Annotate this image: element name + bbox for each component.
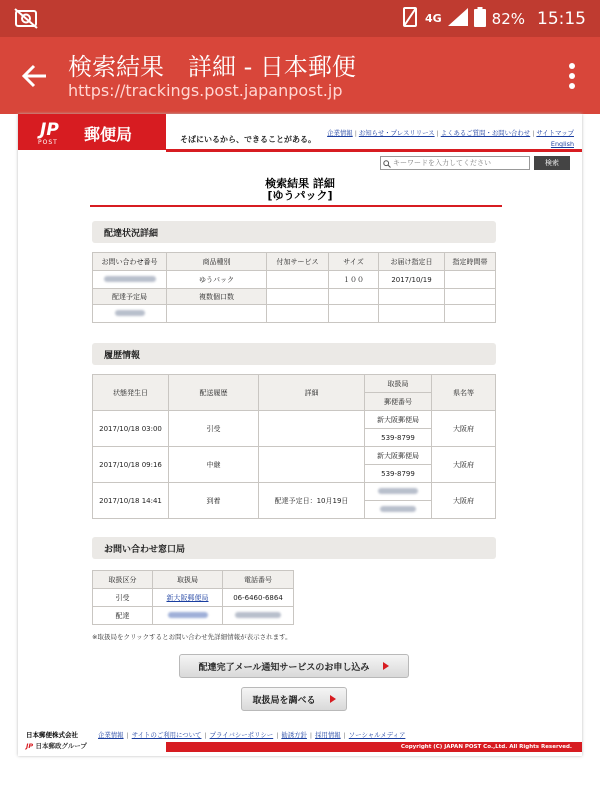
title-divider bbox=[90, 205, 502, 207]
logo-post: POST bbox=[38, 139, 58, 146]
col-prefecture: 県名等 bbox=[432, 375, 496, 411]
top-link-corporate[interactable]: 企業情報 bbox=[327, 129, 353, 137]
top-link-news[interactable]: お知らせ・プレスリリース bbox=[358, 129, 435, 137]
table-row: 配達 bbox=[93, 607, 294, 625]
office-redacted bbox=[365, 483, 432, 501]
page-title bbox=[18, 178, 582, 202]
no-image-icon bbox=[14, 7, 38, 33]
time-slot-value bbox=[445, 271, 496, 289]
site-search bbox=[380, 156, 570, 170]
delivery-status-table bbox=[92, 252, 496, 323]
search-office-button[interactable]: 取扱局を調べる bbox=[241, 687, 347, 711]
col-handling-type: 取扱区分 bbox=[93, 571, 153, 589]
status-bar bbox=[0, 0, 600, 37]
phone-redacted bbox=[223, 607, 294, 625]
inquiry-number-redacted bbox=[93, 271, 167, 289]
col-size: サイズ bbox=[329, 253, 379, 271]
col-delivery-office: 配達予定局 bbox=[93, 289, 167, 305]
office-link[interactable]: 新大阪郵便局 bbox=[153, 589, 223, 607]
footer-links: 企業情報 | サイトのご利用について | プライバシーポリシー | 勧誘方針 | 採用情報 | ソーシャルメディア bbox=[98, 731, 406, 739]
site-header bbox=[18, 114, 582, 152]
slogan: そばにいるから、できることがある。 bbox=[180, 135, 316, 144]
search-input[interactable] bbox=[380, 156, 530, 170]
section-contact-office: お問い合わせ窓口局 bbox=[92, 537, 496, 559]
col-delivery-date: お届け指定日 bbox=[379, 253, 445, 271]
delivery-date-value: 2017/10/19 bbox=[379, 271, 445, 289]
postal-redacted bbox=[365, 501, 432, 519]
footer-copyright: Copyright (C) JAPAN POST Co.,Ltd. All Rights Reserved. bbox=[166, 742, 582, 752]
col-item-type: 商品種別 bbox=[167, 253, 267, 271]
page-title-main: 検索結果 詳細 bbox=[265, 177, 335, 190]
office-link-redacted[interactable] bbox=[153, 607, 223, 625]
japanpost-logo[interactable] bbox=[18, 114, 166, 150]
table-row: 2017/10/18 14:41 到着 配達予定日：10月19日 大阪府 bbox=[93, 483, 496, 501]
clock: 15:15 bbox=[537, 8, 586, 29]
table-row: 2017/10/18 09:16 中継 新大阪郵便局 大阪府 bbox=[93, 447, 496, 465]
col-postal-code: 郵便番号 bbox=[365, 393, 432, 411]
col-time-slot: 指定時間帯 bbox=[445, 253, 496, 271]
logo-name: 郵便局 bbox=[84, 125, 133, 144]
table-row: 引受 新大阪郵便局 06-6460-6864 bbox=[93, 589, 294, 607]
col-handling-office: 取扱局 bbox=[153, 571, 223, 589]
search-button[interactable]: 検索 bbox=[534, 156, 570, 170]
mail-notification-button[interactable]: 配達完了メール通知サービスのお申し込み bbox=[179, 654, 409, 678]
logo-jp: JP bbox=[40, 120, 59, 140]
top-links: 企業情報 | お知らせ・プレスリリース | よくあるご質問・お問い合わせ | サイトマップ bbox=[327, 129, 574, 137]
overflow-menu-icon[interactable] bbox=[568, 61, 576, 91]
contact-note: ※取扱局をクリックするとお問い合わせ先詳細情報が表示されます。 bbox=[92, 633, 292, 641]
rotate-icon bbox=[401, 6, 419, 32]
signal-icon bbox=[448, 8, 468, 30]
col-office: 取扱局 bbox=[365, 375, 432, 393]
page-url[interactable]: https://trackings.post.japanpost.jp bbox=[68, 81, 343, 100]
arrow-right-icon bbox=[383, 662, 389, 670]
top-link-faq[interactable]: よくあるご質問・お問い合わせ bbox=[440, 129, 531, 137]
english-link[interactable]: English bbox=[550, 140, 574, 148]
history-table: 状態発生日 配送履歴 詳細 取扱局 県名等 郵便番号 2017/10/18 03:00 引受 新大阪郵便局 大阪府 539-8799 2017/10/18 09:16 中継 新大阪郵便局 大阪府 539-8799 2017/10/18 14:41 到着 配達予定日：10月19日 大阪府 bbox=[92, 374, 496, 519]
battery-icon bbox=[474, 7, 486, 31]
col-inquiry-number: お問い合わせ番号 bbox=[93, 253, 167, 271]
contact-office-table bbox=[92, 570, 294, 625]
col-status-date: 状態発生日 bbox=[93, 375, 169, 411]
footer-corp-name: 日本郵便株式会社 bbox=[26, 731, 78, 739]
top-link-sitemap[interactable]: サイトマップ bbox=[536, 129, 574, 137]
back-arrow-icon[interactable] bbox=[20, 61, 50, 91]
battery-level: 82% bbox=[491, 9, 525, 28]
table-row: 2017/10/18 03:00 引受 新大阪郵便局 大阪府 bbox=[93, 411, 496, 429]
arrow-right-icon bbox=[330, 695, 336, 703]
col-package-count: 複数個口数 bbox=[167, 289, 267, 305]
col-phone: 電話番号 bbox=[223, 571, 294, 589]
delivery-office-redacted bbox=[93, 305, 167, 323]
section-history: 履歴情報 bbox=[92, 343, 496, 365]
search-placeholder: キーワードを入力してください bbox=[393, 159, 491, 167]
header-divider bbox=[166, 149, 582, 152]
section-delivery-status: 配達状況詳細 bbox=[92, 221, 496, 243]
web-page bbox=[18, 114, 582, 756]
footer-group-logo[interactable]: JP 日本郵政グループ bbox=[26, 742, 87, 750]
page-tab-title: 検索結果 詳細 - 日本郵便 bbox=[68, 53, 356, 81]
network-type: 4G bbox=[424, 12, 442, 25]
page-title-sub: [ゆうパック] bbox=[267, 189, 333, 202]
search-icon bbox=[383, 160, 391, 168]
browser-app-bar bbox=[0, 37, 600, 114]
col-additional-service: 付加サービス bbox=[267, 253, 329, 271]
site-footer bbox=[18, 724, 582, 756]
size-value: １００ bbox=[329, 271, 379, 289]
item-type-value: ゆうパック bbox=[167, 271, 267, 289]
additional-service-value bbox=[267, 271, 329, 289]
col-status: 配送履歴 bbox=[169, 375, 259, 411]
col-detail: 詳細 bbox=[259, 375, 365, 411]
